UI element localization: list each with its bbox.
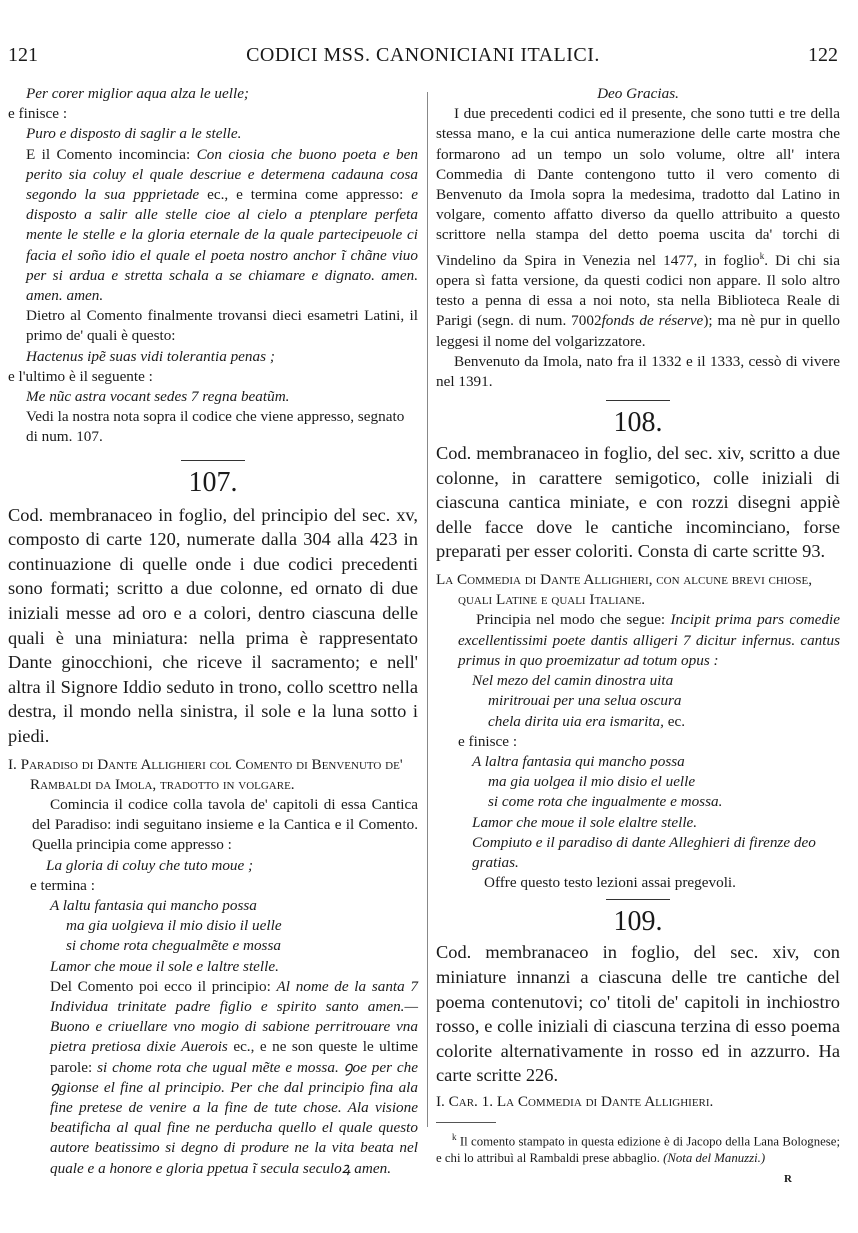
running-header [8, 44, 838, 74]
running-title: CODICI MSS. CANONICIANI ITALICI. [246, 44, 600, 66]
text-span: ec., e termina come appresso: [207, 186, 404, 204]
quote-span: Al nome de la santa 7 Individua trinitate padre figlio e spirito santo amen.—Buono e criuellare vno mogio di sabione perritrouare vna pietra pretiosa dixie Auerois [50, 977, 419, 1056]
text-span: Il comento stampato in questa edizione è di Jacopo della Lana Bolognese; e chi lo attribuì al Rambaldi prese abbaglio. [436, 1134, 840, 1166]
verse-span: chela dirita uia era ismarita, [488, 712, 664, 730]
comento-paragraph [8, 145, 418, 307]
verse-line: si chome rota chegualmẽte e mossa [66, 937, 281, 955]
quote-span: e disposto a salir alle stelle cioe al cielo a ptenplare perfeta mente le stelle e la gloria eternale de la quale partecipeuole ci facia el soño idio el quale el poeta nostro anchor ĩ chãne viuo per si ardua e stretta schala a se chiamare e dignato. amen. amen. amen. [26, 186, 419, 305]
quote-span: fonds de réserve [601, 312, 704, 330]
verse-line: ma gia uolgieva il mio disio il uelle [66, 917, 282, 935]
left-column [8, 84, 418, 1179]
right-column [436, 84, 840, 1185]
verse-line: Lamor che moue il sole elaltre stelle. [472, 813, 698, 831]
paragraph: Offre questo testo lezioni assai pregevoli. [484, 874, 736, 892]
codex-description-108: Cod. membranaceo in foglio, del sec. xiv, scritto a due colonne, in carattere semigotico, colle iniziali di ciascuna cantica miniate, e con rozzi disegni appiè delle facce dove le cantiche incominciano, forse preparati per esser coloriti. Consta di carte scritte 93. [436, 443, 840, 562]
verse-line: si come rota che ingualmente e mossa. [488, 793, 723, 811]
verse-line: A laltra fantasia qui mancho possa [472, 752, 685, 770]
paragraph [436, 104, 840, 352]
page-number-right: 122 [808, 44, 838, 66]
entry-number-109: 109. [613, 906, 663, 938]
footnote-rule [436, 1122, 496, 1123]
text-span: ec., e ne son queste le ultime parole: [50, 1038, 418, 1076]
verse-line: Nel mezo del camin dinostra uita [472, 672, 674, 690]
text-line: e l'ultimo è il seguente : [8, 367, 153, 385]
verse-line: miritrouai per una selua oscura [488, 692, 682, 710]
paragraph [436, 610, 840, 671]
footnote [436, 1129, 840, 1167]
verse-line: Per corer miglior aqua alza le uelle; [26, 85, 249, 102]
verse-line [436, 712, 840, 732]
codex-description-109: Cod. membranaceo in foglio, del sec. xiv, con miniature innanzi a ciascuna delle tre cantiche del poema contenutovi; co' titoli de' capitoli in inchiostro rosso, e colle iniziali di ciascuna terzina di esso poema colorite alternativamente in rosso ed in azzurro. Ha carte scritte 226. [436, 942, 840, 1086]
page-number-left: 121 [8, 44, 38, 66]
text-span: I due precedenti codici ed il presente, che sono tutti e tre della stessa mano, e la cui antica numerazione delle carte mostra che formarono ad un tempo un solo volume, oltre all' intera Commedia di Dante contengono tutto il vero comento di Benvenuto da Imola sopra la medesima, tradotto dal Latino in volgare, comento affatto diverso da quello attribuito a questo scrittore nella stampa del detto poema uscita da' torchi di Vindelino da Spira in Venezia nel 1477, in foglio [436, 105, 840, 269]
colophon: Compiuto e il paradiso di dante Alleghieri di firenze deo gratias. [472, 833, 816, 871]
footnote-marker: k [452, 1132, 457, 1143]
text-span: Principia nel modo che segue: [476, 611, 666, 629]
codex-description-107: Cod. membranaceo in foglio, del principio del sec. xv, composto di carte 120, numerate dalla 304 alla 423 in continuazione di quelle onde i due codici precedenti sono formati; scritto a due colonne, ed ornato di due iniziali messe ad oro e a colori, dentro ciascuna delle quali è una miniatura: nella prima è rappresentato Dante ginocchioni, che riceve il sacramento; e nell' altra il Signore Iddio seduto in trono, collo scettro nella destra, il mondo nella sinistra, il sole e la luna sotto i piedi. [8, 504, 418, 746]
verse-line: Puro e disposto di saglir a le stelle. [26, 125, 242, 143]
text-line: e termina : [30, 876, 95, 894]
text-line: e finisce : [8, 105, 68, 123]
verse-line: Hactenus ipẽ suas vidi tolerantia penas ; [26, 347, 275, 365]
signature-mark: R [784, 1173, 792, 1186]
verse-line: La gloria di coluy che tuto moue ; [46, 856, 254, 874]
closing-formula: Deo Gracias. [597, 85, 679, 102]
section-rule [606, 400, 670, 401]
work-title-108: La Commedia di Dante Allighieri, con alcune brevi chiose, quali Latine e quali Italiane. [436, 571, 813, 609]
quote-span: si chome rota che ugual mẽte e mossa. ꝯoe per che ꝯgionse el fine al principio. Per che dal principio fina ala fine pretese de venire a la fine de tute chose. Ala visione beatificha al qual fine ne perducha quello el quale questo autore beatissimo si degno di produre ne la vita beata nel quale e a honore e gloria ppetua ĩ secula seculoꝝ amen. [50, 1058, 418, 1177]
section-rule [181, 460, 245, 461]
work-title-107: I. Paradiso di Dante Allighieri col Comento di Benvenuto de' Rambaldi da Imola, tradotto in volgare. [8, 755, 403, 793]
verse-line: Me nũc astra vocant sedes 7 regna beatũm. [26, 388, 290, 406]
quote-span: (Nota del Manuzzi.) [663, 1151, 766, 1166]
paragraph: Comincia il codice colla tavola de' capitoli di essa Cantica del Paradiso: indi seguitano insieme e la Cantica e il Comento. Quella principia come appresso : [32, 796, 418, 854]
verse-line: ma gia uolgea il mio disio el uelle [488, 773, 696, 791]
entry-number-107: 107. [188, 466, 238, 498]
text-span: . Di chi sia opera sì fatta versione, da questi codici non appare. Il solo altro testo a penna di essa a noi noto, sta nella Biblioteca Reale di Parigi (segn. di num. 7002 [436, 251, 840, 330]
quote-span: Con ciosia che buono poeta e ben perito sia coluy el quale descriue e determena cadauna cosa segondo la sua ppprietade [26, 145, 418, 204]
work-title-109: I. Car. 1. La Commedia di Dante Allighieri. [436, 1092, 714, 1110]
text-span: ); ma nè pur in quello leggesi il nome del volgarizzatore. [436, 312, 840, 350]
comento-paragraph [8, 977, 418, 1179]
text-line: e finisce : [458, 732, 518, 750]
text-span: Del Comento poi ecco il principio: [50, 977, 271, 995]
quote-span: Incipit prima pars comedie excellentissimi poete dantis alligeri 7 dicitur infernus. cantus primus in quo proemizatur ad totum opus : [458, 611, 840, 669]
footnote-marker: k [759, 250, 765, 261]
paragraph: Vedi la nostra nota sopra il codice che viene appresso, segnato di num. 107. [26, 408, 405, 446]
verse-line: A laltu fantasia qui mancho possa [50, 897, 257, 915]
column-divider [427, 92, 428, 1127]
paragraph: Benvenuto da Imola, nato fra il 1332 e il 1333, cessò di vivere nel 1391. [436, 352, 840, 390]
verse-line: Lamor che moue il sole e laltre stelle. [50, 957, 279, 975]
paragraph: Dietro al Comento finalmente trovansi dieci esametri Latini, il primo de' quali è questo: [26, 307, 418, 345]
text-span: ec. [667, 712, 685, 730]
entry-number-108: 108. [613, 407, 663, 439]
text-span: E il Comento incomincia: [26, 145, 191, 163]
section-rule [606, 899, 670, 900]
